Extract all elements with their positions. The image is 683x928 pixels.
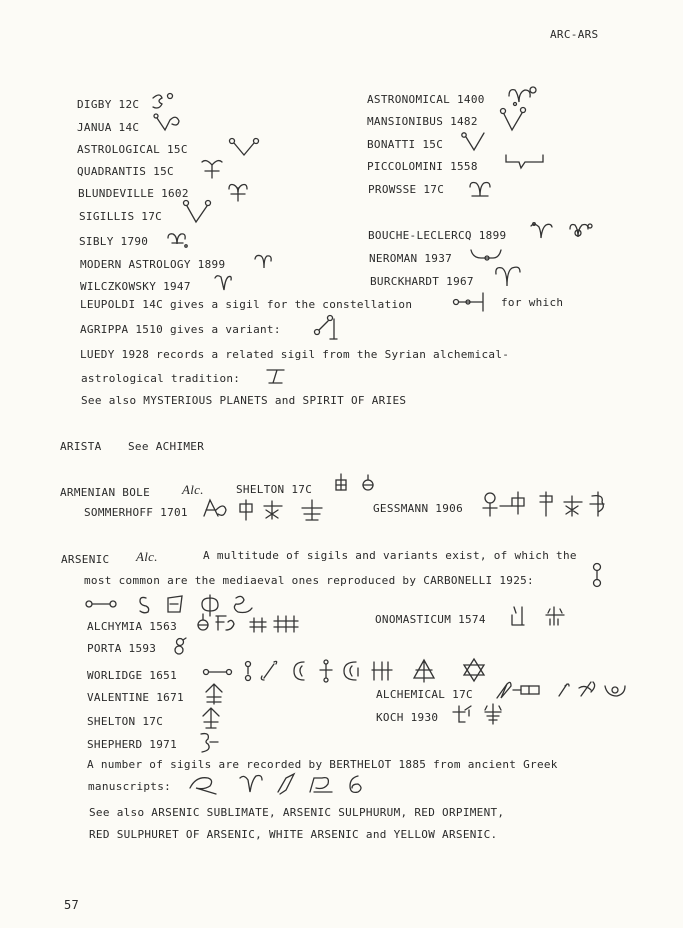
entry-term: ARMENIAN BOLE bbox=[60, 486, 150, 499]
source-label: MODERN ASTROLOGY 1899 bbox=[80, 258, 226, 271]
arsenic-sigil bbox=[170, 636, 190, 656]
aries-sigil bbox=[228, 136, 262, 162]
arsenic-sigil bbox=[200, 706, 222, 732]
source-label: GESSMANN 1906 bbox=[373, 502, 463, 515]
aries-sigil bbox=[212, 272, 234, 294]
source-label: SOMMERHOFF 1701 bbox=[84, 506, 188, 519]
source-label: SHEPHERD 1971 bbox=[87, 738, 177, 751]
arsenic-sigil bbox=[186, 770, 386, 798]
entry-text: most common are the mediaeval ones reproduced by CARBONELLI 1925: bbox=[84, 574, 534, 587]
running-head: ARC-ARS bbox=[550, 28, 599, 41]
source-label: SIGILLIS 17C bbox=[79, 210, 163, 223]
arsenic-sigil bbox=[508, 603, 578, 629]
aries-sigil bbox=[503, 152, 547, 172]
source-label: MANSIONIBUS 1482 bbox=[367, 115, 478, 128]
aries-sigil bbox=[252, 252, 274, 272]
arsenic-sigil bbox=[196, 730, 220, 754]
source-label: ALCHYMIA 1563 bbox=[87, 620, 177, 633]
armenian-bole-sigil bbox=[478, 488, 608, 520]
source-label: JANUA 14C bbox=[77, 121, 140, 134]
source-label: QUADRANTIS 15C bbox=[77, 165, 174, 178]
note-text: for which bbox=[501, 296, 564, 309]
source-label: SHELTON 17C bbox=[236, 483, 313, 496]
see-also: See also ARSENIC SUBLIMATE, ARSENIC SULPHURUM, RED ORPIMENT, bbox=[89, 806, 505, 819]
arsenic-sigil bbox=[203, 682, 225, 706]
source-label: SHELTON 17C bbox=[87, 715, 164, 728]
aries-sigil bbox=[198, 156, 228, 182]
aries-sigil bbox=[498, 106, 530, 134]
source-label: WORLIDGE 1651 bbox=[87, 669, 177, 682]
page-number: 57 bbox=[64, 898, 80, 912]
source-label: BONATTI 15C bbox=[367, 138, 444, 151]
category-tag: Alc. bbox=[182, 482, 204, 497]
source-label: DIGBY 12C bbox=[77, 98, 140, 111]
source-label: ONOMASTICUM 1574 bbox=[375, 613, 486, 626]
aries-sigil bbox=[181, 198, 213, 226]
aries-sigil bbox=[152, 112, 184, 134]
arsenic-sigil bbox=[493, 676, 633, 702]
source-label: PORTA 1593 bbox=[87, 642, 157, 655]
source-label: KOCH 1930 bbox=[376, 711, 439, 724]
cross-reference: See ACHIMER bbox=[128, 440, 205, 453]
aries-sigil bbox=[528, 220, 558, 242]
category-tag: Alc. bbox=[136, 549, 158, 564]
aries-sigil bbox=[566, 220, 596, 242]
source-label: PROWSSE 17C bbox=[368, 183, 445, 196]
entry-term: ARISTA bbox=[60, 440, 102, 453]
see-also: See also MYSTERIOUS PLANETS and SPIRIT OF ARIES bbox=[81, 394, 407, 407]
arsenic-sigil bbox=[196, 610, 306, 636]
source-label: NEROMAN 1937 bbox=[369, 252, 453, 265]
aries-sigil bbox=[492, 262, 526, 288]
note-text: LUEDY 1928 records a related sigil from the Syrian alchemical- bbox=[80, 348, 510, 361]
source-label: ASTROLOGICAL 15C bbox=[77, 143, 188, 156]
aries-sigil bbox=[226, 180, 252, 202]
aries-sigil bbox=[460, 130, 490, 154]
note-text: AGRIPPA 1510 gives a variant: bbox=[80, 323, 281, 336]
arsenic-sigil bbox=[588, 562, 606, 588]
source-label: ASTRONOMICAL 1400 bbox=[367, 93, 485, 106]
armenian-bole-sigil bbox=[200, 496, 350, 522]
note-text: LEUPOLDI 14C gives a sigil for the constellation bbox=[80, 298, 413, 311]
leupoldi-sigil bbox=[452, 290, 488, 314]
luedy-sigil bbox=[264, 366, 288, 386]
see-also: RED SULPHURET OF ARSENIC, WHITE ARSENIC and YELLOW ARSENIC. bbox=[89, 828, 498, 841]
source-label: SIBLY 1790 bbox=[79, 235, 149, 248]
note-text: astrological tradition: bbox=[81, 372, 241, 385]
source-label: VALENTINE 1671 bbox=[87, 691, 184, 704]
source-label: PICCOLOMINI 1558 bbox=[367, 160, 478, 173]
aries-sigil bbox=[165, 231, 189, 249]
source-label: BLUNDEVILLE 1602 bbox=[78, 187, 189, 200]
entry-text: A number of sigils are recorded by BERTHELOT 1885 from ancient Greek bbox=[87, 758, 558, 771]
entry-term: ARSENIC bbox=[61, 553, 110, 566]
source-label: ALCHEMICAL 17C bbox=[376, 688, 473, 701]
armenian-bole-sigil bbox=[332, 472, 382, 496]
arsenic-sigil bbox=[449, 702, 509, 726]
aries-sigil bbox=[150, 92, 180, 112]
entry-text: A multitude of sigils and variants exist, of which the bbox=[203, 549, 577, 562]
arsenic-sigil bbox=[202, 656, 502, 684]
entry-text: manuscripts: bbox=[88, 780, 172, 793]
source-label: BOUCHE-LECLERCQ 1899 bbox=[368, 229, 507, 242]
agrippa-sigil bbox=[312, 313, 340, 341]
source-label: WILCZKOWSKY 1947 bbox=[80, 280, 191, 293]
source-label: BURCKHARDT 1967 bbox=[370, 275, 474, 288]
aries-sigil bbox=[466, 178, 496, 200]
